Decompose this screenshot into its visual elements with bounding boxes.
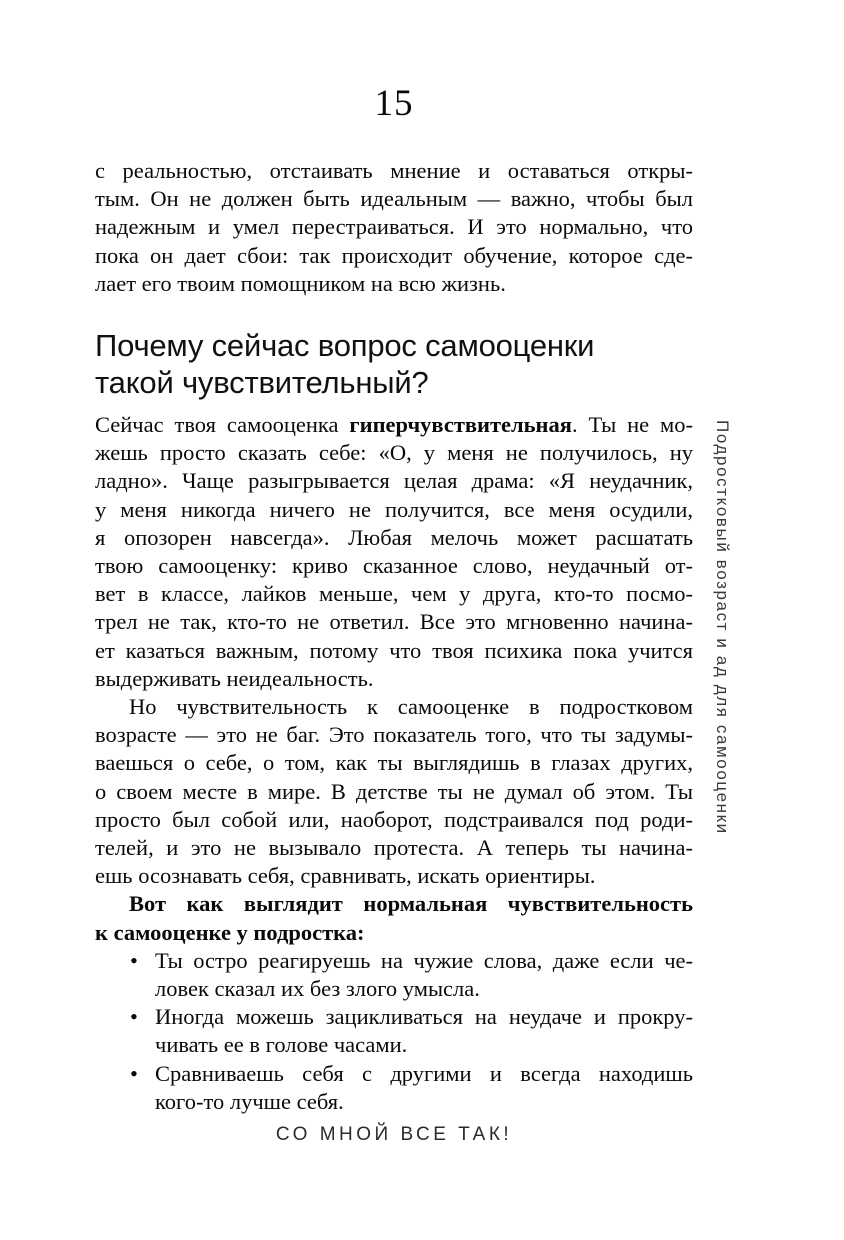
- bullet-marker: •: [130, 1004, 138, 1030]
- text-line: просто был собой или, наоборот, подстраивался под роди-: [95, 806, 693, 832]
- text-line: о своем месте в мире. В детстве ты не думал об этом. Ты: [95, 778, 693, 804]
- text-line: пока он дает сбои: так происходит обучение, которое сде-: [95, 242, 693, 268]
- running-footer: СО МНОЙ ВСЕ ТАК!: [275, 1124, 513, 1145]
- text-line: у меня никогда ничего не получится, все меня осудили,: [95, 496, 693, 522]
- text-run: . Ты не мо-: [571, 412, 693, 438]
- text-line: [95, 411, 693, 439]
- text-line: кого-то лучше себя.: [155, 1088, 344, 1114]
- text-line: Сравниваешь себя с другими и всегда находишь: [155, 1060, 693, 1086]
- text-line: Вот как выглядит нормальная чувствительность: [129, 891, 693, 917]
- page-number: 15: [374, 83, 414, 124]
- text-line: ешь осознавать себя, сравнивать, искать ориентиры.: [95, 863, 596, 889]
- bullet-marker: •: [130, 947, 138, 973]
- section-heading: [95, 327, 693, 401]
- text-line: ет казаться важным, потому что твоя психика пока учится: [95, 637, 693, 663]
- text-line: Ты остро реагируешь на чужие слова, даже если че-: [155, 947, 693, 973]
- bullet-list: [95, 947, 693, 1116]
- text-line: жешь просто сказать себе: «О, у меня не получилось, ну: [95, 440, 693, 466]
- paragraph: [95, 693, 693, 890]
- margin-vertical-title: Подростковый возраст и ад для самооценки: [713, 420, 732, 835]
- text-line: лает его твоим помощником на всю жизнь.: [95, 270, 506, 296]
- bold-text-run: гиперчувствительная: [349, 412, 572, 438]
- text-line: Но чувствительность к самооценке в подростковом: [129, 694, 693, 720]
- text-line: твою самооценку: криво сказанное слово, неудачный от-: [95, 553, 693, 579]
- text-line: к самооценке у подростка:: [95, 919, 365, 945]
- bullet-item: [95, 1003, 693, 1059]
- bullet-marker: •: [130, 1060, 138, 1086]
- text-line: трел не так, кто-то не ответил. Все это мгновенно начина-: [95, 609, 693, 635]
- text-line: телей, и это не вызывало протеста. А теперь ты начина-: [95, 835, 693, 861]
- text-line: ладно». Чаще разыгрывается целая драма: «Я неудачник,: [95, 468, 693, 494]
- text-line: надежным и умел перестраиваться. И это нормально, что: [95, 214, 693, 240]
- bullet-item: [95, 1060, 693, 1116]
- text-line: чивать ее в голове часами.: [155, 1032, 408, 1058]
- bullet-item: [95, 947, 693, 1003]
- text-line: выдерживать неидеальность.: [95, 665, 374, 691]
- text-line: возрасте — это не баг. Это показатель того, что ты задумы-: [95, 722, 693, 748]
- paragraph: [95, 411, 693, 693]
- text-line: с реальностью, отстаивать мнение и оставаться откры-: [95, 158, 693, 183]
- text-line: Иногда можешь зацикливаться на неудаче и прокру-: [155, 1004, 693, 1030]
- paragraph-continuation: [95, 157, 693, 298]
- text-line: ловек сказал их без злого умысла.: [155, 976, 480, 1002]
- text-line: вет в классе, лайков меньше, чем у друга, кто-то посмо-: [95, 581, 693, 607]
- heading-line: такой чувствительный?: [95, 365, 429, 401]
- text-line: я опозорен навсегда». Любая мелочь может расшатать: [95, 524, 693, 550]
- text-line: тым. Он не должен быть идеальным — важно, чтобы был: [95, 186, 693, 212]
- heading-line: Почему сейчас вопрос самооценки: [95, 328, 595, 364]
- text-column: [95, 157, 693, 1116]
- text-line: ваешься о себе, о том, как ты выглядишь в глазах других,: [95, 750, 693, 776]
- text-run: Сейчас твоя самооценка: [95, 412, 339, 438]
- list-intro-paragraph: [95, 890, 693, 946]
